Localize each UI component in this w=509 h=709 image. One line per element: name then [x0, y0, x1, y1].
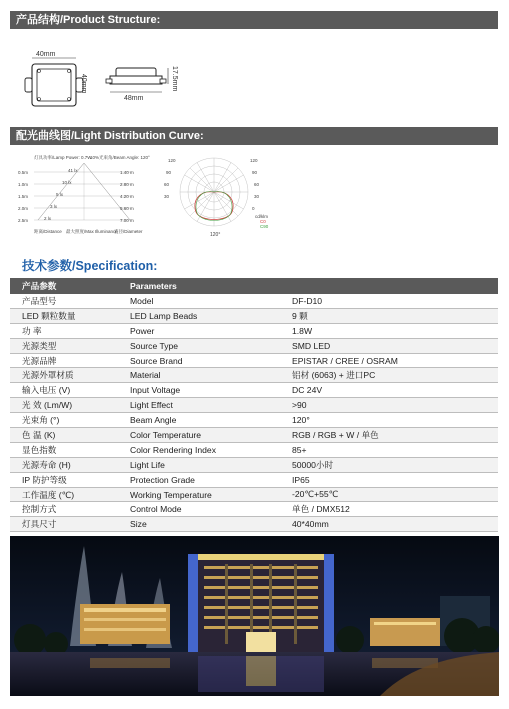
spec-cell-value: -20℃+55℃ [280, 487, 498, 502]
spec-cell-value: 40*40mm [280, 517, 498, 532]
polar-right-tick-3: 30 [254, 194, 260, 199]
spec-row [10, 294, 498, 308]
night-scene [10, 536, 499, 696]
spec-row [10, 442, 498, 457]
side-height-dimension: 17.5mm [171, 66, 178, 92]
spec-row [10, 323, 498, 338]
polar-left-tick-0: 120 [168, 158, 176, 163]
spec-cell-value: 9 颗 [280, 308, 498, 323]
spec-cell-value: 85+ [280, 442, 498, 457]
installation-photo [10, 536, 499, 696]
spec-cell-en: Light Effect [118, 398, 280, 413]
polar-right-tick-2: 60 [254, 182, 260, 187]
spec-table [10, 278, 498, 532]
spec-row [10, 383, 498, 398]
diameter-3: 5.60 m [120, 206, 134, 211]
spec-cell-en: Beam Angle [118, 413, 280, 428]
spec-cell-value: 单色 / DMX512 [280, 502, 498, 517]
polar-angle-label: 120° [210, 232, 221, 238]
spec-cell-cn: 工作温度 (℃) [10, 487, 118, 502]
spec-cell-cn: 控制方式 [10, 502, 118, 517]
spec-row [10, 353, 498, 368]
spec-cell-value: DC 24V [280, 383, 498, 398]
lux-1: 10 lx [62, 180, 72, 185]
spec-cell-value: 铝材 (6063) + 进口PC [280, 368, 498, 383]
spec-header-cn: 产品参数 [10, 278, 118, 294]
polar-right-tick-1: 90 [252, 170, 258, 175]
spec-cell-en: LED Lamp Beads [118, 308, 280, 323]
spec-row [10, 338, 498, 353]
bottom-label-diameter: 直径/Diameter [114, 229, 143, 234]
diameter-4: 7.00 m [120, 218, 134, 223]
spec-cell-cn: IP 防护等级 [10, 472, 118, 487]
spec-cell-cn: 光源类型 [10, 338, 118, 353]
lux-4: 2 lx [44, 216, 52, 221]
diameter-2: 4.20 m [120, 194, 134, 199]
lux-2: 5 lx [56, 192, 64, 197]
spec-row [10, 472, 498, 487]
spec-cell-cn: 灯具尺寸 [10, 517, 118, 532]
distance-0: 0.5m [18, 170, 29, 175]
polar-left-tick-3: 30 [164, 194, 170, 199]
spec-cell-cn: 色 温 (K) [10, 428, 118, 443]
distance-2: 1.5m [18, 194, 29, 199]
spec-cell-en: Model [118, 294, 280, 308]
polar-right-tick-4: 0 [252, 206, 255, 211]
spec-cell-cn: LED 颗粒数量 [10, 308, 118, 323]
spec-row [10, 413, 498, 428]
polar-legend-unit: cd/klm [255, 214, 269, 219]
beam-angle-label: 10%光束角/Beam Angle: 120° [90, 155, 150, 160]
structure-section-title: 产品结构/Product Structure: [10, 11, 498, 29]
distance-4: 2.5m [18, 218, 29, 223]
side-view [106, 68, 168, 92]
polar-left-tick-2: 60 [164, 182, 170, 187]
spec-cell-en: Control Mode [118, 502, 280, 517]
spec-cell-cn: 光 效 (Lm/W) [10, 398, 118, 413]
spec-cell-value: SMD LED [280, 338, 498, 353]
polar-legend-c0: C0 [260, 219, 266, 224]
spec-cell-value: >90 [280, 398, 498, 413]
spec-cell-en: Light Life [118, 457, 280, 472]
spec-cell-value: 50000小时 [280, 457, 498, 472]
spec-cell-cn: 显色指数 [10, 442, 118, 457]
spec-cell-value: DF-D10 [280, 294, 498, 308]
spec-cell-en: Size [118, 517, 280, 532]
spec-row [10, 428, 498, 443]
distance-1: 1.0m [18, 182, 29, 187]
spec-cell-value: IP65 [280, 472, 498, 487]
polar-left-tick-1: 90 [166, 170, 172, 175]
diameter-0: 1.40 m [120, 170, 134, 175]
spec-row [10, 502, 498, 517]
side-width-dimension: 48mm [124, 95, 144, 102]
lux-0: 41 lx [68, 168, 78, 173]
spec-cell-cn: 光束角 (°) [10, 413, 118, 428]
spec-cell-en: Protection Grade [118, 472, 280, 487]
spec-cell-value: 1.8W [280, 323, 498, 338]
polar-right-tick-0: 120 [250, 158, 258, 163]
spec-section-title: 技术参数/Specification: [22, 259, 158, 273]
spec-cell-value: 120° [280, 413, 498, 428]
spec-row [10, 517, 498, 532]
spec-cell-cn: 光源寿命 (H) [10, 457, 118, 472]
height-dimension: 40mm [80, 74, 87, 94]
lamp-power-label: 灯具功率/Lamp Power: 0.7W [34, 155, 92, 160]
spec-cell-en: Power [118, 323, 280, 338]
polar-grid [160, 156, 272, 242]
spec-header-value [280, 278, 498, 294]
spec-cell-cn: 功 率 [10, 323, 118, 338]
front-view [25, 58, 83, 106]
bottom-label-illuminance: 最大照度/Max Illuminance [66, 229, 118, 234]
spec-cell-cn: 输入电压 (V) [10, 383, 118, 398]
spec-row [10, 457, 498, 472]
polar-legend-c90: C90 [260, 224, 269, 229]
spec-cell-cn: 产品型号 [10, 294, 118, 308]
spec-cell-value: RGB / RGB + W / 单色 [280, 428, 498, 443]
spec-cell-en: Material [118, 368, 280, 383]
spec-cell-en: Working Temperature [118, 487, 280, 502]
distance-3: 2.0m [18, 206, 29, 211]
lux-3: 3 lx [50, 204, 58, 209]
spec-cell-en: Input Voltage [118, 383, 280, 398]
diameter-1: 2.80 m [120, 182, 134, 187]
spec-cell-en: Color Rendering Index [118, 442, 280, 457]
curve-section-title: 配光曲线图/Light Distribution Curve: [10, 127, 498, 145]
spec-cell-cn: 光源外罩材质 [10, 368, 118, 383]
spec-header-row [10, 278, 498, 294]
bottom-label-distance: 距离/Distance [34, 229, 62, 234]
spec-cell-value: EPISTAR / CREE / OSRAM [280, 353, 498, 368]
spec-row [10, 487, 498, 502]
polar-diagram [160, 156, 272, 242]
spec-cell-en: Source Brand [118, 353, 280, 368]
width-dimension: 40mm [36, 51, 56, 58]
spec-row [10, 368, 498, 383]
spec-cell-cn: 光源品牌 [10, 353, 118, 368]
illuminance-cone-diagram [14, 155, 154, 237]
spec-table-body [10, 294, 498, 532]
spec-header-en: Parameters [118, 278, 280, 294]
spec-row [10, 308, 498, 323]
spec-row [10, 398, 498, 413]
spec-cell-en: Source Type [118, 338, 280, 353]
spec-cell-en: Color Temperature [118, 428, 280, 443]
